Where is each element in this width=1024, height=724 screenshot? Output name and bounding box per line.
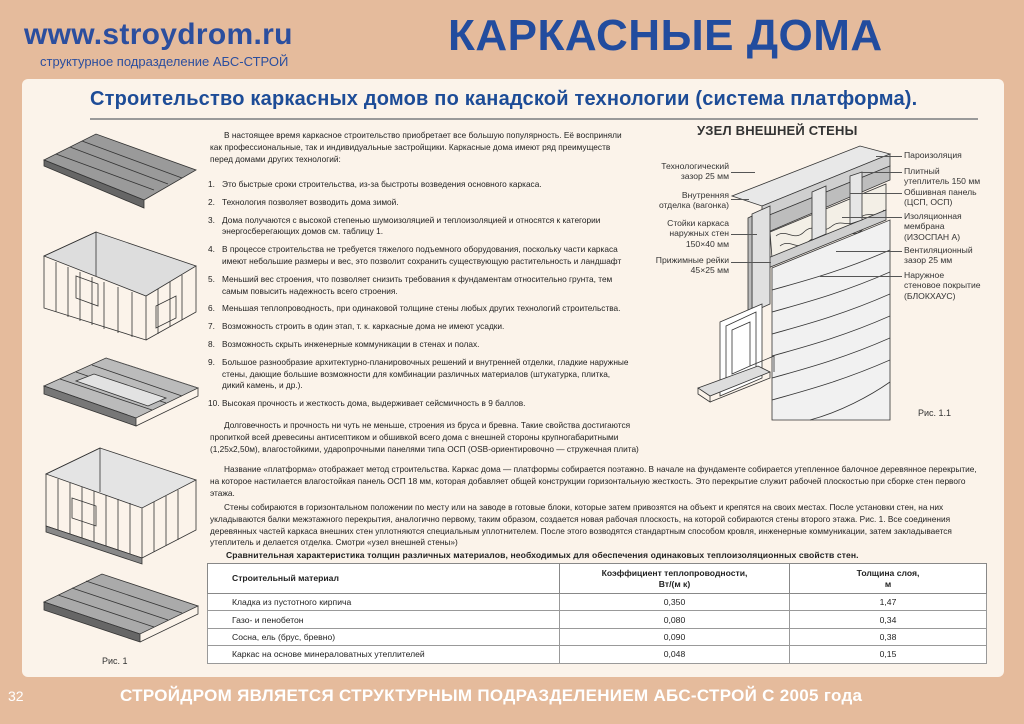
frame-stage-icon	[44, 232, 196, 340]
table-title: Сравнительная характеристика толщин различных материалов, необходимых для обеспечения одинаковых теплоизоляционных свойств стен.	[226, 550, 859, 560]
label-tech-gap: Технологический зазор 25 мм	[661, 161, 729, 182]
foundation-stage-icon	[44, 574, 198, 642]
list-item-number: 8.	[208, 338, 215, 349]
left-figure-caption: Рис. 1	[102, 656, 128, 666]
list-item-text: Меньшая теплопроводность, при одинаковой толщине стены любых других технологий строительства.	[222, 303, 621, 314]
materials-table	[207, 563, 987, 664]
table-cell: 1,47	[790, 594, 987, 611]
list-item-text: В процессе строительства не требуется тяжелого подъемного оборудования, поскольку части каркаса имеют небольшие размеры и вес, это позволит сохранить существующую растительность и ландшафт	[222, 244, 622, 266]
list-item-number: 5.	[208, 273, 215, 284]
table-row	[208, 594, 987, 611]
list-item	[208, 398, 632, 410]
list-item-number: 1.	[208, 179, 215, 189]
table-cell: 0,090	[560, 628, 790, 645]
table-cell: Кладка из пустотного кирпича	[208, 594, 560, 611]
construction-stages-illustration	[36, 126, 204, 656]
list-item-number: 7.	[208, 321, 215, 332]
list-item	[208, 244, 632, 268]
label-press-battens: Прижимные рейки 45×25 мм	[655, 255, 729, 276]
table-cell: 0,34	[790, 611, 987, 628]
list-item	[208, 215, 632, 239]
table-body	[208, 594, 987, 664]
leader-line	[731, 234, 757, 235]
label-insulation: Плитный утеплитель 150 мм	[904, 166, 981, 187]
label-exterior-cover: Наружное стеновое покрытие (БЛОКХАУС)	[904, 270, 981, 301]
list-item-number: 3.	[208, 214, 215, 225]
site-url: www.stroydrom.ru	[24, 18, 293, 51]
label-cladding-panel: Обшивная панель (ЦСП, ОСП)	[904, 187, 977, 208]
table-header-row	[208, 564, 987, 594]
second-floor-frame-stage-icon	[46, 448, 196, 564]
list-item-number: 6.	[208, 303, 215, 314]
column-header-thickness: Толщина слоя, м	[790, 564, 987, 594]
platform-paragraph: Название «платформа» отображает метод строительства. Каркас дома — платформы собирается поэтажно. В начале на фундаменте собирается утепленное балочное деревянное перекрытие, на которое настилается влагостойкая панель ОСП 18 мм, которая добавляет общей конструкции горизонтальную жесткость. Это перекрытие служит рабочей плоскостью при сборке стен первого этажа.	[210, 464, 977, 498]
leader-line	[731, 262, 771, 263]
list-item-text: Большое разнообразие архитектурно-планировочных решений и внутренней отделки, гладкие наружные стены, дающие большие возможности для комбинации различных материалов (штукатурка, плитка, дикий камень, и др.).	[222, 356, 629, 391]
diagram-figure-caption: Рис. 1.1	[918, 408, 952, 418]
table-cell: Сосна, ель (брус, бревно)	[208, 628, 560, 645]
floor-deck-stage-icon	[44, 358, 198, 426]
column-header-conductivity: Коэффициент теплопроводности, Вт/(м к)	[560, 564, 790, 594]
table-row	[208, 646, 987, 663]
table-cell: Газо- и пенобетон	[208, 611, 560, 628]
leader-line	[850, 193, 902, 194]
column-header-material: Строительный материал	[208, 564, 560, 594]
label-membrane: Изоляционная мембрана (ИЗОСПАН А)	[904, 211, 962, 242]
list-item	[208, 357, 632, 392]
table-cell: 0,350	[560, 594, 790, 611]
wall-node-diagram	[690, 140, 906, 430]
leader-line	[842, 217, 902, 218]
roof-stage-icon	[44, 134, 196, 208]
list-item-text: Это быстрые сроки строительства, из-за быстроты возведения основного каркаса.	[222, 179, 542, 189]
list-item-text: Возможность строить в один этап, т. к. каркасные дома не имеют усадки.	[222, 321, 505, 332]
table-cell: 0,15	[790, 646, 987, 663]
list-item	[208, 339, 632, 351]
leader-line	[836, 251, 902, 252]
page-number: 32	[8, 688, 24, 704]
list-item	[208, 321, 632, 333]
intro-paragraph: В настоящее время каркасное строительство приобретает все большую популярность. Её восприняли как профессиональные, так и индивидуальные застройщики. Каркасные дома имеют ряд преимуществ перед домами других технологий:	[210, 130, 622, 164]
table-cell: Каркас на основе минераловатных утеплителей	[208, 646, 560, 663]
list-item-text: Технология позволяет возводить дома зимой.	[222, 196, 399, 207]
advantages-list	[208, 179, 632, 416]
list-item-text: Дома получаются с высокой степенью шумоизоляцией и теплоизоляцией и относятся к категории энергосберегающих домов см. таблицу 1.	[222, 214, 601, 237]
list-item-text: Меньший вес строения, что позволяет снизить требования к фундаментам относительно грунта, тем самым повысить надежность всего строения.	[222, 273, 613, 296]
table-cell: 0,38	[790, 628, 987, 645]
table-row	[208, 611, 987, 628]
leader-line	[820, 276, 902, 277]
site-subtitle: структурное подразделение АБС-СТРОЙ	[40, 54, 289, 69]
label-inner-finish: Внутренняя отделка (вагонка)	[658, 190, 729, 211]
list-item-text: Возможность скрыть инженерные коммуникации в стенах и полах.	[222, 338, 480, 349]
label-frame-studs: Стойки каркаса наружных стен 150×40 мм	[667, 218, 729, 249]
section-heading: Строительство каркасных домов по канадской технологии (система платформа).	[90, 88, 918, 110]
table-row	[208, 628, 987, 645]
table-cell: 0,080	[560, 611, 790, 628]
label-vapor-barrier: Пароизоляция	[904, 150, 962, 160]
leader-line	[876, 156, 902, 157]
label-vent-gap: Вентиляционный зазор 25 мм	[904, 245, 973, 266]
list-item-number: 10.	[208, 398, 220, 409]
heading-divider	[90, 118, 978, 120]
list-item	[208, 274, 632, 298]
leader-line	[860, 172, 902, 173]
table-cell: 0,048	[560, 646, 790, 663]
page-title: КАРКАСНЫЕ ДОМА	[448, 11, 883, 60]
list-item-number: 2.	[208, 196, 215, 207]
list-item-text: Высокая прочность и жесткость дома, выдерживает сейсмичность в 9 баллов.	[222, 398, 526, 409]
list-item-number: 4.	[208, 244, 215, 255]
leader-line	[731, 199, 749, 200]
footer-banner: СТРОЙДРОМ ЯВЛЯЕТСЯ СТРУКТУРНЫМ ПОДРАЗДЕЛЕНИЕМ АБС-СТРОЙ С 2005 года	[120, 686, 863, 705]
list-item	[208, 179, 632, 191]
walls-paragraph: Стены собираются в горизонтальном положении по месту или на заводе в готовые блоки, которые затем привозятся на объект и крепятся на своих местах. После установки стен, на них укладываются балки межэтажного перекрытия, аналогично первому, таким образом, создается новая рабочая плоскость, на которой собираются стены второго этажа. Рис. 1. Все соединения деревянных частей каркаса внешних стен уплотняются специальным уплотнителем. После этого возводятся стандартным способом кровля, инженерные коммуникации, затем закладывается утеплитель и делается отделка. Смотри «узел внешней стены»)	[210, 502, 952, 548]
diagram-title: УЗЕЛ ВНЕШНЕЙ СТЕНЫ	[697, 123, 858, 138]
list-item	[208, 303, 632, 315]
leader-line	[731, 172, 755, 173]
list-item	[208, 197, 632, 209]
durability-paragraph: Долговечность и прочность ни чуть не меньше, строения из бруса и бревна. Такие свойства достигаются пропиткой всей древесины антисептиком и обшивкой всего дома с внешней стороны крупногабаритными (1,25х2,50м), влагостойкими, ударопрочными панелями типа ОСП (OSB-ориентировочно — стружечная плита)	[210, 420, 639, 454]
list-item-number: 9.	[208, 356, 215, 367]
